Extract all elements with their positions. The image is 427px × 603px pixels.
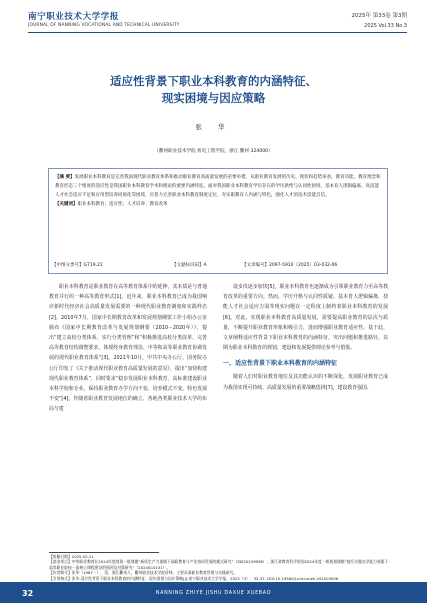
footnotes [49,554,389,581]
journal-header [28,10,407,50]
body-paragraph: 设步伐逐步加快[5]，职业本科教育也逐渐成为引领职业教育力至高等教育改革的重要方向。然而，学历升格与认同性质疑、基本育人逻辑偏离，技能人才社会适应力弱等现实问题在一定程度上制约着职业本科教育的发展[6]。对此，实现职业本科教育高质量发展，需要提高职业教育的层次与质量，不断提升职业教育形象和吸引力，进而增强职业教育适应性。基于此，文章阐释适应性背景下职业本科教育的内涵特征，突出问题和推进路径，以期为职业本科教育的规划、建设和发展提供理论参考与借鉴。 [223,284,388,352]
journal-title-cn: 南宁职业技术大学学报 [28,12,120,22]
page-number: 32 [22,589,34,598]
keywords [55,201,381,210]
article-title [40,73,387,107]
body-column-right [223,282,388,393]
footer-bar [0,582,427,603]
body-paragraph: 随着人们对职业教育地位及其功能认识的不断深化，发展职业教育已成为我国实现可持续、高质量发展的重要战略选择[7]。建设教育强国、 [223,374,388,391]
abstract-box [48,168,388,274]
abstract [55,174,381,201]
body-column-left [49,282,207,415]
footnote-author-bio: 【作者简介】张华（1987－），男，浙江衢州人，衢州职业技术学院讲师，主要从事职业教育管理与实践研究。 [49,570,238,576]
article-title-line-1: 适应性背景下职业本科教育的内涵特征、 [110,74,317,88]
author-name: 张 华 [195,123,232,131]
keywords-text: 职业本科教育；适应性；人才培养；教育改革 [77,201,168,207]
article-title-line-2: 现实困境与因应策略 [161,91,266,105]
clc-number: 【中图分类号】G719.21 [52,263,103,268]
footnote-fund: 【基金项目】中华职业教育社2024年度规划一般课题“新质生产力视域下高职教育与产业协同发展的模式研究”（ZJS2024YB36）；浙江省教育科学规划2024年度一般规划课题“提升关键办学能力要素下高等职业院校一流核心课程建设的瓶颈及对策研究”（2024SC0151）。 [49,559,389,570]
abstract-label: 【摘 要】 [55,175,75,180]
issue-info-cn: 2025年 第33卷 第3期 [351,13,407,19]
section-heading: 一、适应性背景下职业本科教育的内涵特征 [223,360,338,368]
body-paragraph: 职业本科教育是职业教育在高等教育体系中的延伸，其本质是与普通教育并行的一种高等教育形式[1]。近年来，职业本科教育已成为我国响应新时代经济社会高质量发展需要的一种现代职业教育制度和实践样态[2]。2010年7月，国家中长期教育改革和发展规划纲要工作小组办公室颁布《国家中长期教育改革与发展规划纲要（2010－2020年）》，提出“建立高校分类体系，实行分类管理”和“积极推进高校分类改革，完善高等教育结构调整要求、体现终身教育理念、中等和高等职业教育协调发展的现代职业教育体系”[3]。2021年10月，中共中央办公厅、国务院办公厅印发了《关于推动现代职业教育高质量发展的意见》，提出“加快构建现代职业教育体系”，同时要求“稳步发展职业本科教育，高标准建设职业本科学校和专业，保持职业教育办学方向不变、培养模式不变、特色发展不变”[4]。作随着职业教育发展地位的确立，各地各类职业技术大学的布局与建 [49,284,207,413]
journal-title-en: JOURNAL OF NANNING VOCATIONAL AND TECHNICAL UNIVERSITY [28,23,180,28]
article-id: 【文章编号】2097-5910（2025）03-032-06 [242,263,338,268]
footnote-received: 【收稿日期】2025-02-21 [49,554,94,559]
keywords-label: 【关键词】 [55,201,78,207]
footer-journal-name: NANNING ZHIYE JISHU DAXUE XUEBAO [155,591,272,596]
document-code: 【文献标识码】A [172,263,207,268]
author-affiliation: （衢州职业技术学院 机电工程学院，浙江 衢州 324000） [154,149,273,154]
footnote-rule [49,552,159,553]
issue-info-en: 2025 Vol.33 No.3 [364,23,407,29]
abstract-text: 发展职业本科教育是完善我国现代职业教育体系和推动职业教育高质量发展的必要举措。从职业教育发展的历史、现状和趋势来看，教育功能、教育理念和教育形态三个维度的适应性是我国职业本科教育学术和理论的重要内涵特征。面对我国职业本科教育学历存在的学历供给与认同性困境、基本育人逻辑偏离、高技能人才社会适应不足和应用型培养同质化等困境，应着力完善职业本科教育制度定位，夯实职教育人内涵与特色，强化人才的技术技能自信。 [55,175,381,198]
footnote-citation: 【引用格式】张华.适应性背景下职业本科教育的内涵特征、现实困境与因应策略[J].南宁职业技术大学学报，2025（3）：32-37. DOI:10.19580/j.cnki.nnzh.202503006 [49,575,339,581]
header-rule [28,32,407,33]
